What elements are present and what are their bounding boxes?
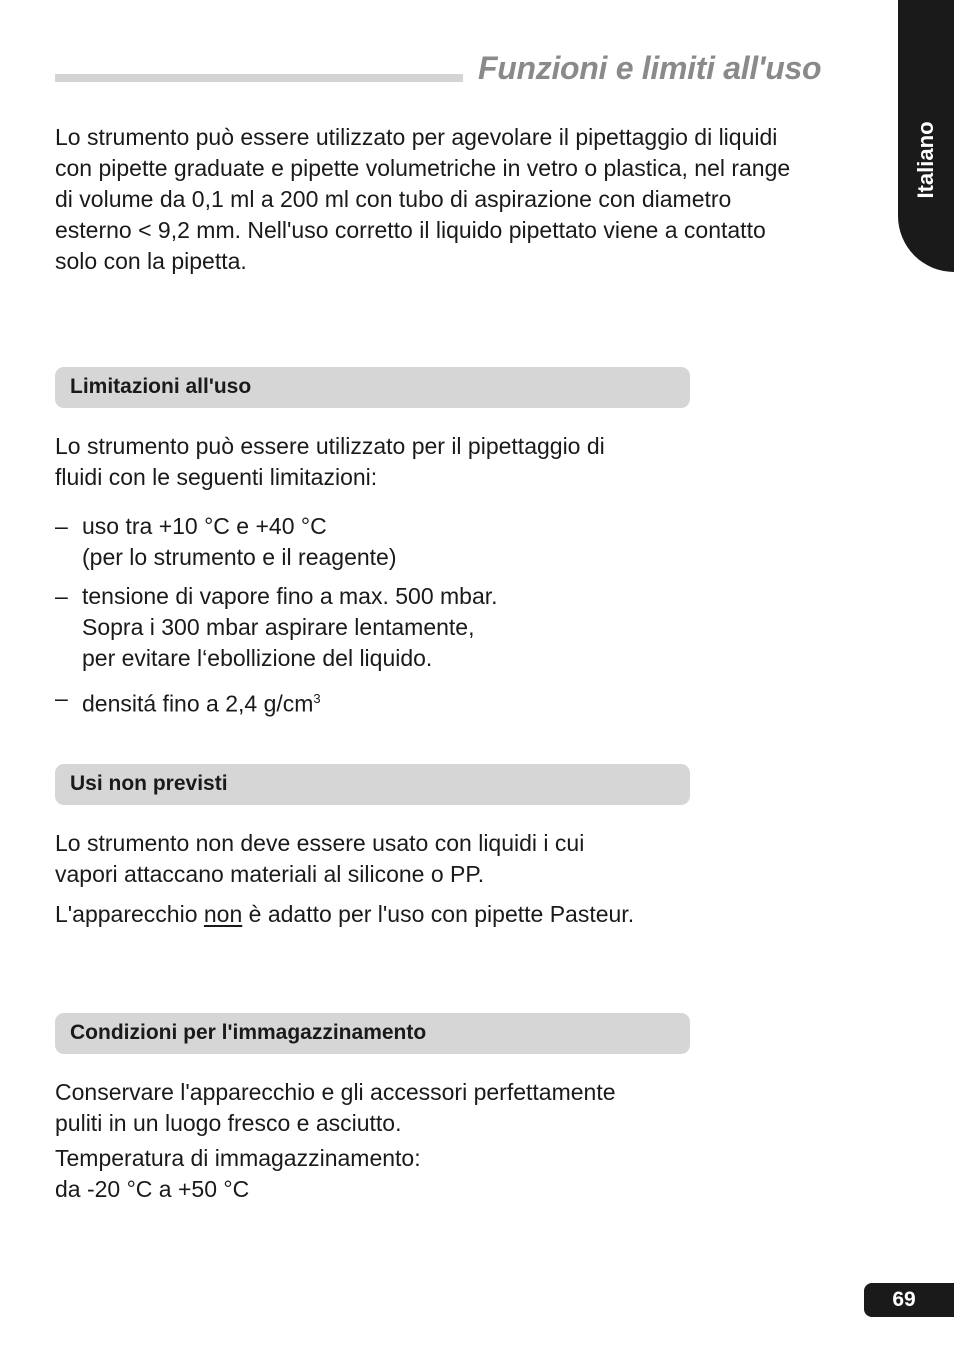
page-title: Funzioni e limiti all'uso bbox=[478, 50, 822, 86]
condizioni-paragraph bbox=[55, 1077, 855, 1139]
note-text: è adatto per l'uso con pipette Pasteur. bbox=[242, 901, 635, 927]
page-number: 69 bbox=[864, 1283, 954, 1317]
bullet-line: uso tra +10 °C e +40 °C bbox=[82, 513, 327, 539]
list-item-vapor-pressure bbox=[55, 581, 755, 674]
title-rule bbox=[55, 74, 463, 82]
storage-temperature bbox=[55, 1143, 855, 1205]
section-heading-label: Usi non previsti bbox=[70, 772, 228, 795]
text-line: solo con la pipetta. bbox=[55, 248, 247, 274]
density-text: densitá fino a 2,4 g/cm bbox=[82, 690, 314, 717]
text-line: Lo strumento non deve essere usato con liquidi i cui bbox=[55, 830, 585, 856]
note-text: L'apparecchio bbox=[55, 901, 204, 927]
bullet-line: per evitare l‘ebollizione del liquido. bbox=[82, 645, 433, 671]
list-item-density bbox=[55, 683, 755, 720]
text-line: Conservare l'apparecchio e gli accessori perfettamente bbox=[55, 1079, 616, 1105]
limitazioni-intro bbox=[55, 431, 855, 493]
text-line: Lo strumento può essere utilizzato per il pipettaggio di bbox=[55, 433, 605, 459]
text-line: con pipette graduate e pipette volumetriche in vetro o plastica, nel range bbox=[55, 155, 791, 181]
section-heading-label: Limitazioni all'uso bbox=[70, 375, 252, 398]
text-line: vapori attaccano materiali al silicone o PP. bbox=[55, 861, 485, 887]
bullet-line: Sopra i 300 mbar aspirare lentamente, bbox=[82, 614, 475, 640]
bullet-line bbox=[82, 683, 755, 720]
text-line: fluidi con le seguenti limitazioni: bbox=[55, 464, 378, 490]
text-line: puliti in un luogo fresco e asciutto. bbox=[55, 1110, 402, 1136]
dash-bullet: – bbox=[55, 685, 68, 711]
text-line: Lo strumento può essere utilizzato per agevolare il pipettaggio di liquidi bbox=[55, 124, 778, 150]
section-heading-condizioni bbox=[55, 1013, 690, 1054]
section-heading-limitazioni bbox=[55, 367, 690, 408]
usi-note bbox=[55, 899, 855, 930]
note-underlined: non bbox=[203, 901, 243, 927]
intro-paragraph bbox=[55, 122, 855, 277]
text-line: da -20 °C a +50 °C bbox=[55, 1176, 250, 1202]
section-heading-label: Condizioni per l'immagazzinamento bbox=[70, 1021, 427, 1044]
usi-paragraph bbox=[55, 828, 855, 890]
text-line: esterno < 9,2 mm. Nell'uso corretto il liquido pipettato viene a contatto bbox=[55, 217, 766, 243]
dash-bullet: – bbox=[55, 513, 68, 539]
language-tab-label: Italiano bbox=[913, 121, 938, 199]
dash-bullet: – bbox=[55, 583, 68, 609]
superscript: 3 bbox=[313, 691, 321, 706]
text-line: di volume da 0,1 ml a 200 ml con tubo di aspirazione con diametro bbox=[55, 186, 732, 212]
bullet-line: (per lo strumento e il reagente) bbox=[82, 544, 397, 570]
section-heading-usi bbox=[55, 764, 690, 805]
bullet-line: tensione di vapore fino a max. 500 mbar. bbox=[82, 583, 498, 609]
list-item-temperature bbox=[55, 511, 755, 573]
text-line: Temperatura di immagazzinamento: bbox=[55, 1145, 421, 1171]
